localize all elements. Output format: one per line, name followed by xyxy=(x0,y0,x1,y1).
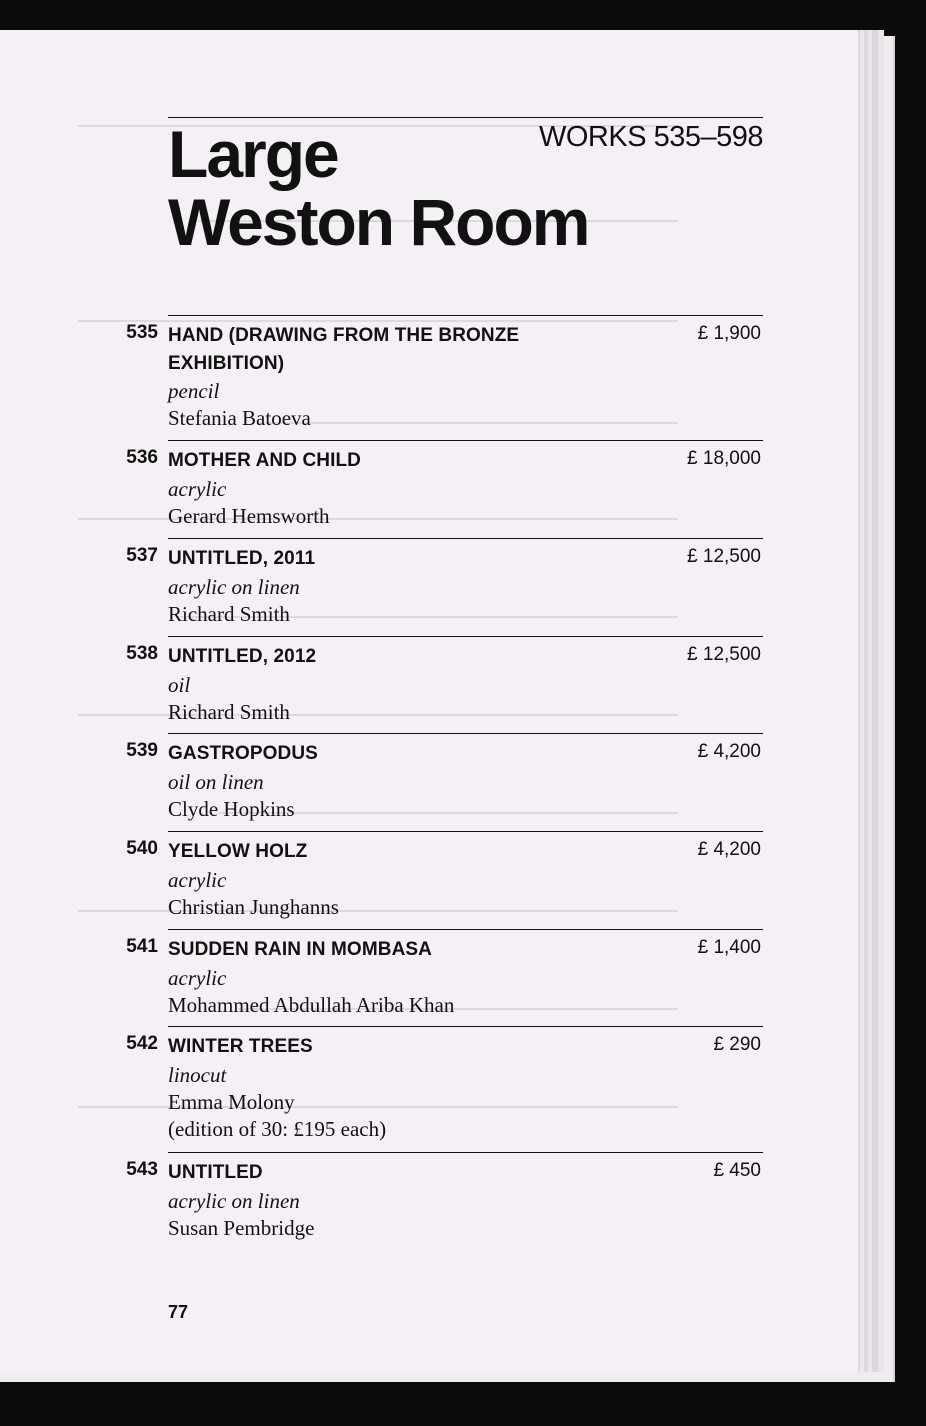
catalogue-entry-540 xyxy=(112,831,763,928)
entry-rule xyxy=(168,440,763,441)
entry-number: 535 xyxy=(126,322,158,343)
entry-rule xyxy=(168,1152,763,1153)
entry-rule xyxy=(168,315,763,316)
entry-number: 537 xyxy=(126,545,158,566)
entry-number: 536 xyxy=(126,447,158,468)
entry-number: 543 xyxy=(126,1159,158,1180)
page-title xyxy=(168,117,589,259)
entry-artist: Clyde Hopkins xyxy=(168,797,295,821)
catalogue-entry-539 xyxy=(112,733,763,830)
entry-rule xyxy=(168,538,763,539)
catalogue-entry-536 xyxy=(112,440,763,537)
entry-price: £ 290 xyxy=(713,1034,761,1055)
entry-title: WINTER TREES xyxy=(168,1036,313,1057)
entry-price: £ 1,400 xyxy=(697,937,761,958)
entry-number: 539 xyxy=(126,740,158,761)
entry-number: 538 xyxy=(126,643,158,664)
entry-title: YELLOW HOLZ xyxy=(168,841,308,862)
entry-title: HAND (DRAWING FROM THE BRONZE EXHIBITION) xyxy=(168,325,520,374)
entry-edition-note: (edition of 30: £195 each) xyxy=(168,1117,387,1141)
entry-artist: Susan Pembridge xyxy=(168,1216,315,1240)
entry-rule xyxy=(168,831,763,832)
entry-medium: acrylic xyxy=(168,966,227,990)
entry-title: UNTITLED, 2011 xyxy=(168,548,316,569)
entry-medium: oil on linen xyxy=(168,770,264,794)
entry-medium: acrylic xyxy=(168,477,227,501)
entry-rule xyxy=(168,733,763,734)
catalogue-entry-537 xyxy=(112,538,763,635)
entry-artist: Richard Smith xyxy=(168,602,290,626)
entry-price: £ 4,200 xyxy=(697,741,761,762)
catalogue-entry-542 xyxy=(112,1026,763,1151)
entry-medium: acrylic on linen xyxy=(168,575,300,599)
page-title-line-1: Large xyxy=(168,117,338,191)
entry-price: £ 450 xyxy=(713,1160,761,1181)
entry-title: GASTROPODUS xyxy=(168,743,318,764)
entry-artist: Richard Smith xyxy=(168,700,290,724)
entry-medium: acrylic xyxy=(168,868,227,892)
entry-medium: pencil xyxy=(168,379,220,403)
entry-medium: acrylic on linen xyxy=(168,1189,300,1213)
entry-number: 541 xyxy=(126,936,158,957)
page-title-line-2: Weston Room xyxy=(168,185,589,259)
entry-rule xyxy=(168,1026,763,1027)
entry-price: £ 4,200 xyxy=(697,839,761,860)
entry-artist: Christian Junghanns xyxy=(168,895,339,919)
catalogue-entry-543 xyxy=(112,1152,763,1249)
entry-title: UNTITLED xyxy=(168,1162,263,1183)
entry-medium: linocut xyxy=(168,1063,227,1087)
entry-price: £ 1,900 xyxy=(697,323,761,344)
entry-number: 540 xyxy=(126,838,158,859)
entry-price: £ 12,500 xyxy=(687,546,761,567)
entry-price: £ 12,500 xyxy=(687,644,761,665)
entry-title: UNTITLED, 2012 xyxy=(168,646,317,667)
entry-artist: Emma Molony xyxy=(168,1090,295,1114)
entry-artist: Mohammed Abdullah Ariba Khan xyxy=(168,993,455,1017)
entry-title: SUDDEN RAIN IN MOMBASA xyxy=(168,939,432,960)
entry-artist: Stefania Batoeva xyxy=(168,406,311,430)
page-number: 77 xyxy=(168,1302,189,1322)
catalogue-entry-541 xyxy=(112,929,763,1026)
entry-price: £ 18,000 xyxy=(687,448,761,469)
catalogue-entry-538 xyxy=(112,636,763,733)
works-range: WORKS 535–598 xyxy=(538,121,763,153)
entry-medium: oil xyxy=(168,673,191,697)
catalogue-entry-535 xyxy=(112,315,763,439)
entry-rule xyxy=(168,929,763,930)
entry-artist: Gerard Hemsworth xyxy=(168,504,330,528)
entry-rule xyxy=(168,636,763,637)
entry-number: 542 xyxy=(126,1033,158,1054)
entry-title: MOTHER AND CHILD xyxy=(168,450,361,471)
